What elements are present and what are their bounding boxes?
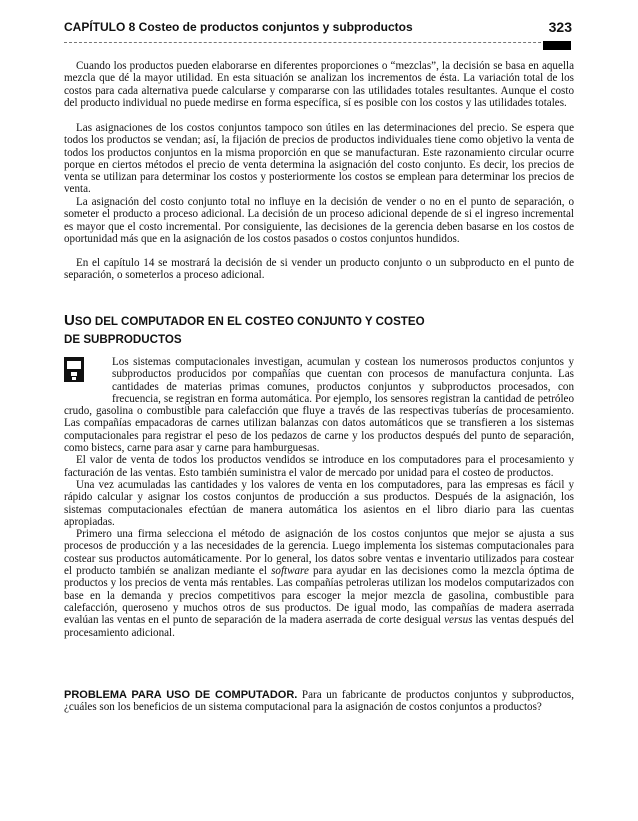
paragraph-chapter14: En el capítulo 14 se mostrará la decisión de si vender un producto conjunto o un subproducto en el punto de separación, o someterlos a proceso adicional. <box>64 257 574 282</box>
paragraph-mixes: Cuando los productos pueden elaborarse en diferentes proporciones o “mezclas”, la decisión se basa en aquella mezcla que dé la mayor utilidad. En esta situación se analizan los incrementos de ésta. La variación total de los costos para cada alternativa puede calcularse y compararse con las utilidades totales resultantes. Aunque el costo del producto individual no puede medirse en forma específica, sí es posible con los costos y las utilidades totales. <box>64 60 574 109</box>
problem-label: PROBLEMA PARA USO DE COMPUTADOR. <box>64 689 298 701</box>
page-number: 323 <box>548 19 572 35</box>
section-paragraph-sales-value: El valor de venta de todos los productos vendidos se introduce en los computadores para el procesamiento y facturación de las ventas. Esto también suministra el valor de mercado por unidad para el costeo de productos. <box>64 454 574 479</box>
section-body <box>64 356 574 639</box>
section-paragraph-allocation: Una vez acumuladas las cantidades y los valores de venta en los computadores, para las empresas es fácil y rápido calcular y asignar los costos conjuntos de producción a sus productos. Después de la asignación, los sistemas computacionales efectúan de manera automática los asientos en el libro diario para las cuentas apropiadas. <box>64 478 574 528</box>
header-rule <box>64 42 566 43</box>
running-header <box>64 20 572 40</box>
chapter-label: CAPÍTULO 8 Costeo de productos conjuntos y subproductos <box>64 20 413 34</box>
section-paragraph-systems: Los sistemas computacionales investigan, acumulan y costean los numerosos productos conjuntos y subproductos producidos por compañías que cuentan con procesos de manufactura conjunta. Las cantidades de materias primas comunes, productos conjuntos y subproductos procesados, con frecuencia, se registran en forma automática. Por ejemplo, los sensores registran la cantidad de petróleo crudo, gasolina o combustible para calefacción que fluye a través de las respectivas tuberías de procesamiento. Las compañías empacadoras de carnes utilizan balanzas con datos automáticos que se transfieren a los sistemas computacionales para registrar el peso de los pedazos de carne y los productos después del punto de separación, como bistecs, carne para asar y carne para hamburguesas. <box>64 356 574 455</box>
section-paragraph-method: Primero una firma selecciona el método de asignación de los costos conjuntos que mejor se ajusta a sus procesos de producción y a las necesidades de la gerencia. Luego implementa los sistemas computacionales para costear sus productos automáticamente. Por lo general, los datos sobre ventas e inventario utilizados para costear el producto también se analizan mediante el software para ayudar en las decisiones como la mezcla óptima de productos y los precios de venta más rentables. Las compañías petroleras utilizan los modelos computarizados con base en la demanda y precios competitivos para escoger la mejor mezcla de gasolina, combustible para calefacción, queroseno y muchos otros de sus productos. De igual modo, las compañías de madera aserrada evalúan las ventas en el punto de separación de la madera aserrada de corte desigual versus las ventas después del procesamiento adicional. <box>64 528 574 639</box>
computer-problem <box>64 689 574 714</box>
paragraph-pricing: Las asignaciones de los costos conjuntos tampoco son útiles en las determinaciones del precio. Se espera que todos los productos se vendan; así, la fijación de precios de productos individuales tiene como objetivo la venta de todos los productos conjuntos en la misma proporción en que se manufacturan. Este razonamiento circular ocurre porque en ciertos métodos el precio de venta determina la asignación del costo conjunto. Es decir, los precios de venta se utilizan para determinar los costos y posteriormente los costos se emplean para determinar los precios de venta. <box>64 122 574 196</box>
paragraph-split-off: La asignación del costo conjunto total no influye en la decisión de vender o no en el punto de separación, o someter el producto a proceso adicional. La decisión de un proceso adicional depende de si el ingreso incremental es mayor que el costo incremental. Por consiguiente, las decisiones de la gerencia deben basarse en los costos de oportunidad más que en la asignación de los costos pasados o costos conjuntos hundidos. <box>64 196 574 245</box>
section-title: USO DEL COMPUTADOR EN EL COSTEO CONJUNTO Y COSTEO DE SUBPRODUCTOS <box>64 312 425 346</box>
chapter-thumb-tab <box>543 41 571 50</box>
problem-text: Para un fabricante de productos conjuntos y subproductos, ¿cuáles son los beneficios de un sistema computacional para la asignación de costos conjuntos a productos? <box>64 689 574 714</box>
